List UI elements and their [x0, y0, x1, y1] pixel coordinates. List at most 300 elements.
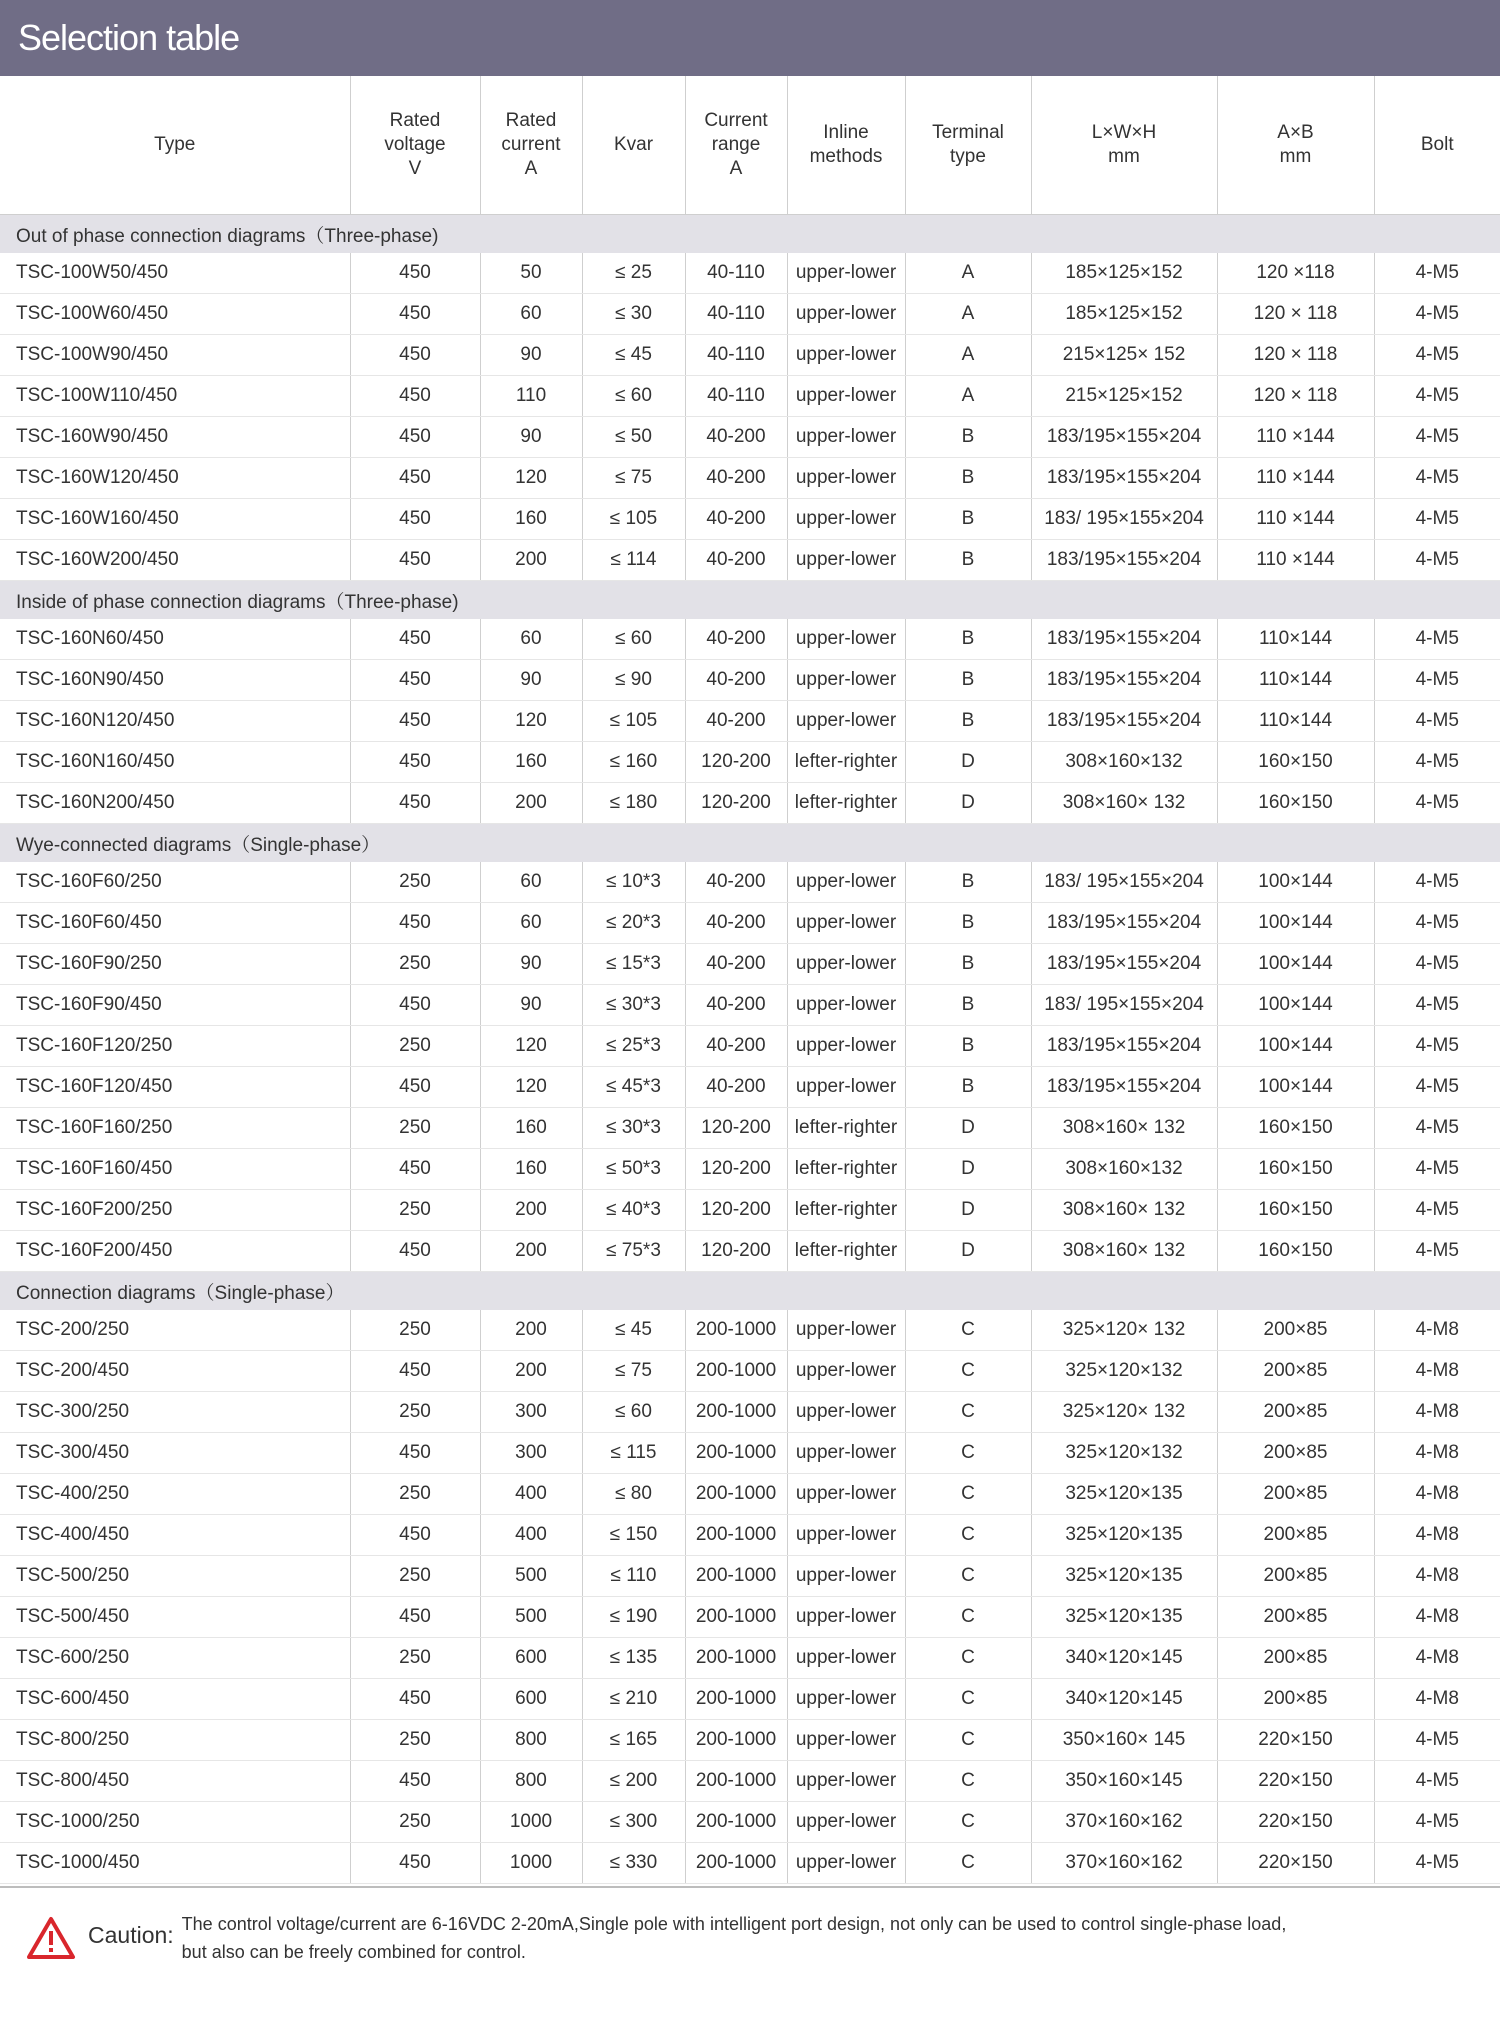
- cell-terminal-type: C: [905, 1556, 1031, 1597]
- table-row: [0, 1067, 1500, 1108]
- warning-icon: [26, 1916, 76, 1960]
- cell-bolt: 4-M5: [1374, 903, 1500, 944]
- cell-mounting-ab: 200×85: [1217, 1392, 1374, 1433]
- cell-mounting-ab: 110 ×144: [1217, 458, 1374, 499]
- table-row: [0, 1597, 1500, 1638]
- cell-kvar: ≤ 20*3: [582, 903, 685, 944]
- cell-terminal-type: B: [905, 903, 1031, 944]
- cell-type: TSC-500/250: [0, 1556, 350, 1597]
- cell-mounting-ab: 110 ×144: [1217, 417, 1374, 458]
- cell-rated-voltage: 450: [350, 1067, 480, 1108]
- cell-type: TSC-600/250: [0, 1638, 350, 1679]
- cell-mounting-ab: 120 ×118: [1217, 253, 1374, 294]
- cell-mounting-ab: 100×144: [1217, 1026, 1374, 1067]
- caution-label: Caution:: [88, 1922, 174, 1948]
- cell-type: TSC-160F60/450: [0, 903, 350, 944]
- cell-terminal-type: B: [905, 701, 1031, 742]
- cell-current-range: 120-200: [685, 742, 787, 783]
- cell-current-range: 40-110: [685, 253, 787, 294]
- cell-current-range: 200-1000: [685, 1843, 787, 1884]
- cell-kvar: ≤ 115: [582, 1433, 685, 1474]
- cell-rated-current: 400: [480, 1515, 582, 1556]
- cell-bolt: 4-M8: [1374, 1392, 1500, 1433]
- table-row: [0, 862, 1500, 903]
- cell-type: TSC-160F90/450: [0, 985, 350, 1026]
- cell-rated-current: 800: [480, 1761, 582, 1802]
- cell-rated-voltage: 450: [350, 458, 480, 499]
- cell-kvar: ≤ 25*3: [582, 1026, 685, 1067]
- cell-kvar: ≤ 60: [582, 1392, 685, 1433]
- cell-type: TSC-300/250: [0, 1392, 350, 1433]
- cell-rated-voltage: 450: [350, 1515, 480, 1556]
- cell-dimensions: 350×160× 145: [1031, 1720, 1217, 1761]
- cell-rated-voltage: 450: [350, 1231, 480, 1272]
- cell-kvar: ≤ 80: [582, 1474, 685, 1515]
- cell-rated-current: 200: [480, 1231, 582, 1272]
- cell-rated-current: 200: [480, 1351, 582, 1392]
- cell-kvar: ≤ 150: [582, 1515, 685, 1556]
- cell-rated-current: 1000: [480, 1843, 582, 1884]
- header-current-range: Current range A: [685, 76, 787, 215]
- cell-rated-voltage: 250: [350, 1474, 480, 1515]
- cell-bolt: 4-M8: [1374, 1679, 1500, 1720]
- cell-type: TSC-160N120/450: [0, 701, 350, 742]
- cell-terminal-type: C: [905, 1679, 1031, 1720]
- cell-mounting-ab: 200×85: [1217, 1515, 1374, 1556]
- cell-rated-current: 600: [480, 1679, 582, 1720]
- cell-type: TSC-160F60/250: [0, 862, 350, 903]
- cell-type: TSC-400/250: [0, 1474, 350, 1515]
- cell-current-range: 40-200: [685, 540, 787, 581]
- cell-dimensions: 325×120×135: [1031, 1515, 1217, 1556]
- cell-current-range: 200-1000: [685, 1351, 787, 1392]
- cell-mounting-ab: 200×85: [1217, 1433, 1374, 1474]
- cell-current-range: 40-200: [685, 944, 787, 985]
- cell-rated-voltage: 450: [350, 335, 480, 376]
- cell-dimensions: 183/ 195×155×204: [1031, 862, 1217, 903]
- cell-rated-current: 160: [480, 499, 582, 540]
- page-title: [0, 0, 1500, 76]
- cell-current-range: 200-1000: [685, 1310, 787, 1351]
- table-row: [0, 1149, 1500, 1190]
- cell-dimensions: 215×125×152: [1031, 376, 1217, 417]
- cell-dimensions: 183/195×155×204: [1031, 458, 1217, 499]
- cell-mounting-ab: 160×150: [1217, 1149, 1374, 1190]
- cell-kvar: ≤ 110: [582, 1556, 685, 1597]
- cell-rated-current: 90: [480, 335, 582, 376]
- table-row: [0, 619, 1500, 660]
- cell-dimensions: 325×120×132: [1031, 1351, 1217, 1392]
- table-row: [0, 1720, 1500, 1761]
- cell-rated-current: 120: [480, 701, 582, 742]
- table-row: [0, 903, 1500, 944]
- cell-type: TSC-800/250: [0, 1720, 350, 1761]
- cell-current-range: 40-200: [685, 1026, 787, 1067]
- cell-kvar: ≤ 30*3: [582, 1108, 685, 1149]
- cell-bolt: 4-M5: [1374, 1231, 1500, 1272]
- cell-current-range: 40-110: [685, 376, 787, 417]
- cell-current-range: 40-200: [685, 660, 787, 701]
- table-row: [0, 1515, 1500, 1556]
- cell-rated-current: 160: [480, 742, 582, 783]
- cell-type: TSC-160N160/450: [0, 742, 350, 783]
- cell-bolt: 4-M5: [1374, 1720, 1500, 1761]
- cell-type: TSC-1000/250: [0, 1802, 350, 1843]
- cell-kvar: ≤ 45*3: [582, 1067, 685, 1108]
- section-title: Connection diagrams（Single-phase）: [0, 1272, 1500, 1311]
- cell-inline-method: upper-lower: [787, 1026, 905, 1067]
- cell-terminal-type: A: [905, 335, 1031, 376]
- cell-bolt: 4-M8: [1374, 1556, 1500, 1597]
- section-header: [0, 824, 1500, 863]
- cell-dimensions: 325×120× 132: [1031, 1392, 1217, 1433]
- cell-rated-current: 50: [480, 253, 582, 294]
- cell-mounting-ab: 200×85: [1217, 1310, 1374, 1351]
- cell-inline-method: upper-lower: [787, 660, 905, 701]
- cell-rated-current: 160: [480, 1108, 582, 1149]
- cell-mounting-ab: 110 ×144: [1217, 540, 1374, 581]
- cell-rated-current: 110: [480, 376, 582, 417]
- cell-kvar: ≤ 75*3: [582, 1231, 685, 1272]
- cell-dimensions: 183/195×155×204: [1031, 1026, 1217, 1067]
- cell-inline-method: upper-lower: [787, 1310, 905, 1351]
- cell-rated-voltage: 250: [350, 1720, 480, 1761]
- cell-current-range: 200-1000: [685, 1556, 787, 1597]
- cell-inline-method: lefter-righter: [787, 1149, 905, 1190]
- cell-terminal-type: B: [905, 458, 1031, 499]
- cell-bolt: 4-M5: [1374, 417, 1500, 458]
- selection-table: [0, 76, 1500, 1884]
- cell-kvar: ≤ 105: [582, 499, 685, 540]
- table-header-row: [0, 76, 1500, 215]
- header-type: Type: [0, 76, 350, 215]
- cell-dimensions: 183/ 195×155×204: [1031, 985, 1217, 1026]
- table-row: [0, 376, 1500, 417]
- cell-rated-voltage: 250: [350, 1392, 480, 1433]
- cell-mounting-ab: 160×150: [1217, 1231, 1374, 1272]
- cell-terminal-type: D: [905, 1231, 1031, 1272]
- table-row: [0, 701, 1500, 742]
- cell-dimensions: 325×120×135: [1031, 1474, 1217, 1515]
- cell-dimensions: 183/195×155×204: [1031, 944, 1217, 985]
- cell-current-range: 200-1000: [685, 1761, 787, 1802]
- cell-terminal-type: B: [905, 944, 1031, 985]
- cell-kvar: ≤ 30*3: [582, 985, 685, 1026]
- cell-bolt: 4-M5: [1374, 1149, 1500, 1190]
- cell-rated-voltage: 450: [350, 540, 480, 581]
- cell-bolt: 4-M5: [1374, 783, 1500, 824]
- cell-dimensions: 185×125×152: [1031, 253, 1217, 294]
- table-row: [0, 1351, 1500, 1392]
- cell-rated-current: 300: [480, 1392, 582, 1433]
- cell-inline-method: lefter-righter: [787, 1108, 905, 1149]
- cell-inline-method: upper-lower: [787, 499, 905, 540]
- cell-mounting-ab: 120 × 118: [1217, 294, 1374, 335]
- cell-mounting-ab: 120 × 118: [1217, 335, 1374, 376]
- cell-inline-method: lefter-righter: [787, 1231, 905, 1272]
- cell-type: TSC-160W120/450: [0, 458, 350, 499]
- cell-kvar: ≤ 45: [582, 335, 685, 376]
- cell-rated-current: 200: [480, 783, 582, 824]
- cell-rated-current: 90: [480, 660, 582, 701]
- cell-inline-method: upper-lower: [787, 619, 905, 660]
- section-header: [0, 1272, 1500, 1311]
- cell-inline-method: upper-lower: [787, 701, 905, 742]
- cell-current-range: 40-200: [685, 1067, 787, 1108]
- cell-dimensions: 350×160×145: [1031, 1761, 1217, 1802]
- cell-dimensions: 183/195×155×204: [1031, 903, 1217, 944]
- cell-rated-voltage: 250: [350, 1026, 480, 1067]
- cell-dimensions: 370×160×162: [1031, 1843, 1217, 1884]
- cell-inline-method: upper-lower: [787, 1392, 905, 1433]
- table-row: [0, 742, 1500, 783]
- cell-dimensions: 325×120×135: [1031, 1556, 1217, 1597]
- cell-dimensions: 215×125× 152: [1031, 335, 1217, 376]
- cell-bolt: 4-M8: [1374, 1310, 1500, 1351]
- cell-type: TSC-160F90/250: [0, 944, 350, 985]
- cell-terminal-type: C: [905, 1802, 1031, 1843]
- cell-rated-voltage: 450: [350, 985, 480, 1026]
- cell-type: TSC-100W60/450: [0, 294, 350, 335]
- cell-dimensions: 308×160× 132: [1031, 1108, 1217, 1149]
- cell-inline-method: upper-lower: [787, 253, 905, 294]
- cell-mounting-ab: 200×85: [1217, 1679, 1374, 1720]
- cell-dimensions: 370×160×162: [1031, 1802, 1217, 1843]
- cell-kvar: ≤ 75: [582, 1351, 685, 1392]
- cell-inline-method: upper-lower: [787, 1556, 905, 1597]
- cell-rated-current: 160: [480, 1149, 582, 1190]
- cell-terminal-type: C: [905, 1720, 1031, 1761]
- cell-mounting-ab: 110 ×144: [1217, 499, 1374, 540]
- cell-bolt: 4-M5: [1374, 701, 1500, 742]
- cell-bolt: 4-M8: [1374, 1515, 1500, 1556]
- cell-bolt: 4-M5: [1374, 1067, 1500, 1108]
- cell-dimensions: 183/195×155×204: [1031, 417, 1217, 458]
- cell-bolt: 4-M5: [1374, 335, 1500, 376]
- cell-current-range: 200-1000: [685, 1720, 787, 1761]
- caution-text: [182, 1910, 1287, 1966]
- cell-terminal-type: D: [905, 1149, 1031, 1190]
- cell-mounting-ab: 200×85: [1217, 1556, 1374, 1597]
- cell-dimensions: 183/195×155×204: [1031, 1067, 1217, 1108]
- cell-mounting-ab: 100×144: [1217, 985, 1374, 1026]
- cell-rated-current: 60: [480, 862, 582, 903]
- cell-terminal-type: C: [905, 1310, 1031, 1351]
- cell-type: TSC-200/250: [0, 1310, 350, 1351]
- cell-current-range: 40-200: [685, 701, 787, 742]
- cell-dimensions: 183/195×155×204: [1031, 701, 1217, 742]
- cell-bolt: 4-M5: [1374, 540, 1500, 581]
- cell-rated-current: 800: [480, 1720, 582, 1761]
- cell-mounting-ab: 160×150: [1217, 742, 1374, 783]
- cell-kvar: ≤ 50: [582, 417, 685, 458]
- cell-kvar: ≤ 300: [582, 1802, 685, 1843]
- cell-dimensions: 308×160× 132: [1031, 1231, 1217, 1272]
- table-row: [0, 1026, 1500, 1067]
- table-row: [0, 1310, 1500, 1351]
- cell-dimensions: 183/ 195×155×204: [1031, 499, 1217, 540]
- cell-terminal-type: B: [905, 499, 1031, 540]
- cell-type: TSC-160F120/250: [0, 1026, 350, 1067]
- cell-rated-current: 500: [480, 1597, 582, 1638]
- cell-mounting-ab: 160×150: [1217, 783, 1374, 824]
- cell-terminal-type: C: [905, 1761, 1031, 1802]
- cell-bolt: 4-M8: [1374, 1638, 1500, 1679]
- cell-inline-method: upper-lower: [787, 1679, 905, 1720]
- cell-rated-voltage: 450: [350, 1679, 480, 1720]
- cell-rated-voltage: 250: [350, 1802, 480, 1843]
- cell-inline-method: upper-lower: [787, 1067, 905, 1108]
- cell-type: TSC-500/450: [0, 1597, 350, 1638]
- cell-terminal-type: B: [905, 1026, 1031, 1067]
- cell-mounting-ab: 200×85: [1217, 1351, 1374, 1392]
- cell-current-range: 40-200: [685, 903, 787, 944]
- cell-type: TSC-160F120/450: [0, 1067, 350, 1108]
- cell-inline-method: upper-lower: [787, 862, 905, 903]
- cell-type: TSC-160F200/250: [0, 1190, 350, 1231]
- cell-rated-voltage: 450: [350, 1433, 480, 1474]
- table-row: [0, 1556, 1500, 1597]
- cell-current-range: 40-200: [685, 862, 787, 903]
- section-title: Out of phase connection diagrams（Three-phase): [0, 215, 1500, 254]
- cell-mounting-ab: 110×144: [1217, 701, 1374, 742]
- cell-rated-voltage: 450: [350, 1149, 480, 1190]
- cell-kvar: ≤ 90: [582, 660, 685, 701]
- cell-rated-voltage: 250: [350, 944, 480, 985]
- cell-kvar: ≤ 160: [582, 742, 685, 783]
- cell-terminal-type: C: [905, 1597, 1031, 1638]
- cell-rated-voltage: 450: [350, 1843, 480, 1884]
- cell-inline-method: upper-lower: [787, 1761, 905, 1802]
- cell-inline-method: upper-lower: [787, 1474, 905, 1515]
- cell-terminal-type: D: [905, 1190, 1031, 1231]
- cell-kvar: ≤ 40*3: [582, 1190, 685, 1231]
- cell-current-range: 120-200: [685, 1149, 787, 1190]
- table-row: [0, 458, 1500, 499]
- cell-terminal-type: D: [905, 742, 1031, 783]
- cell-kvar: ≤ 15*3: [582, 944, 685, 985]
- cell-dimensions: 340×120×145: [1031, 1679, 1217, 1720]
- cell-terminal-type: C: [905, 1515, 1031, 1556]
- table-row: [0, 1108, 1500, 1149]
- cell-inline-method: upper-lower: [787, 1515, 905, 1556]
- cell-kvar: ≤ 135: [582, 1638, 685, 1679]
- cell-bolt: 4-M5: [1374, 862, 1500, 903]
- cell-dimensions: 308×160× 132: [1031, 1190, 1217, 1231]
- cell-type: TSC-160N200/450: [0, 783, 350, 824]
- cell-mounting-ab: 200×85: [1217, 1474, 1374, 1515]
- section-header: [0, 215, 1500, 254]
- header-dimensions: L×W×H mm: [1031, 76, 1217, 215]
- cell-kvar: ≤ 10*3: [582, 862, 685, 903]
- cell-terminal-type: D: [905, 783, 1031, 824]
- cell-dimensions: 308×160×132: [1031, 1149, 1217, 1190]
- cell-terminal-type: C: [905, 1638, 1031, 1679]
- cell-current-range: 200-1000: [685, 1474, 787, 1515]
- cell-rated-current: 90: [480, 944, 582, 985]
- table-row: [0, 1392, 1500, 1433]
- cell-type: TSC-200/450: [0, 1351, 350, 1392]
- cell-terminal-type: A: [905, 376, 1031, 417]
- cell-inline-method: upper-lower: [787, 294, 905, 335]
- cell-current-range: 40-200: [685, 458, 787, 499]
- cell-bolt: 4-M5: [1374, 660, 1500, 701]
- cell-type: TSC-600/450: [0, 1679, 350, 1720]
- cell-rated-current: 60: [480, 903, 582, 944]
- cell-inline-method: upper-lower: [787, 1802, 905, 1843]
- cell-mounting-ab: 220×150: [1217, 1761, 1374, 1802]
- header-rated-voltage: Rated voltage V: [350, 76, 480, 215]
- cell-current-range: 200-1000: [685, 1392, 787, 1433]
- cell-current-range: 200-1000: [685, 1597, 787, 1638]
- cell-dimensions: 185×125×152: [1031, 294, 1217, 335]
- cell-inline-method: lefter-righter: [787, 1190, 905, 1231]
- cell-terminal-type: B: [905, 540, 1031, 581]
- cell-current-range: 120-200: [685, 1231, 787, 1272]
- cell-mounting-ab: 220×150: [1217, 1720, 1374, 1761]
- cell-terminal-type: C: [905, 1392, 1031, 1433]
- cell-kvar: ≤ 105: [582, 701, 685, 742]
- cell-mounting-ab: 220×150: [1217, 1843, 1374, 1884]
- cell-rated-current: 500: [480, 1556, 582, 1597]
- cell-kvar: ≤ 25: [582, 253, 685, 294]
- cell-inline-method: upper-lower: [787, 458, 905, 499]
- cell-inline-method: upper-lower: [787, 540, 905, 581]
- cell-type: TSC-100W90/450: [0, 335, 350, 376]
- cell-kvar: ≤ 30: [582, 294, 685, 335]
- cell-rated-voltage: 250: [350, 1556, 480, 1597]
- cell-rated-current: 600: [480, 1638, 582, 1679]
- table-row: [0, 783, 1500, 824]
- cell-type: TSC-160F160/250: [0, 1108, 350, 1149]
- cell-rated-voltage: 450: [350, 701, 480, 742]
- cell-current-range: 200-1000: [685, 1802, 787, 1843]
- cell-rated-voltage: 450: [350, 376, 480, 417]
- cell-type: TSC-160W160/450: [0, 499, 350, 540]
- cell-inline-method: lefter-righter: [787, 783, 905, 824]
- table-row: [0, 1474, 1500, 1515]
- table-row: [0, 660, 1500, 701]
- cell-type: TSC-1000/450: [0, 1843, 350, 1884]
- cell-dimensions: 183/195×155×204: [1031, 660, 1217, 701]
- cell-current-range: 200-1000: [685, 1638, 787, 1679]
- cell-rated-current: 120: [480, 1026, 582, 1067]
- cell-bolt: 4-M5: [1374, 1026, 1500, 1067]
- table-row: [0, 253, 1500, 294]
- cell-bolt: 4-M5: [1374, 1761, 1500, 1802]
- cell-terminal-type: B: [905, 619, 1031, 660]
- cell-mounting-ab: 220×150: [1217, 1802, 1374, 1843]
- cell-rated-voltage: 450: [350, 619, 480, 660]
- cell-rated-current: 1000: [480, 1802, 582, 1843]
- cell-bolt: 4-M8: [1374, 1597, 1500, 1638]
- cell-type: TSC-400/450: [0, 1515, 350, 1556]
- cell-rated-voltage: 450: [350, 783, 480, 824]
- cell-type: TSC-160W90/450: [0, 417, 350, 458]
- cell-terminal-type: B: [905, 862, 1031, 903]
- cell-current-range: 40-200: [685, 985, 787, 1026]
- table-row: [0, 335, 1500, 376]
- cell-type: TSC-100W50/450: [0, 253, 350, 294]
- cell-bolt: 4-M5: [1374, 294, 1500, 335]
- section-header: [0, 581, 1500, 620]
- cell-rated-current: 120: [480, 458, 582, 499]
- table-row: [0, 1231, 1500, 1272]
- cell-bolt: 4-M5: [1374, 619, 1500, 660]
- cell-terminal-type: B: [905, 660, 1031, 701]
- cell-rated-voltage: 250: [350, 1310, 480, 1351]
- cell-dimensions: 325×120× 132: [1031, 1310, 1217, 1351]
